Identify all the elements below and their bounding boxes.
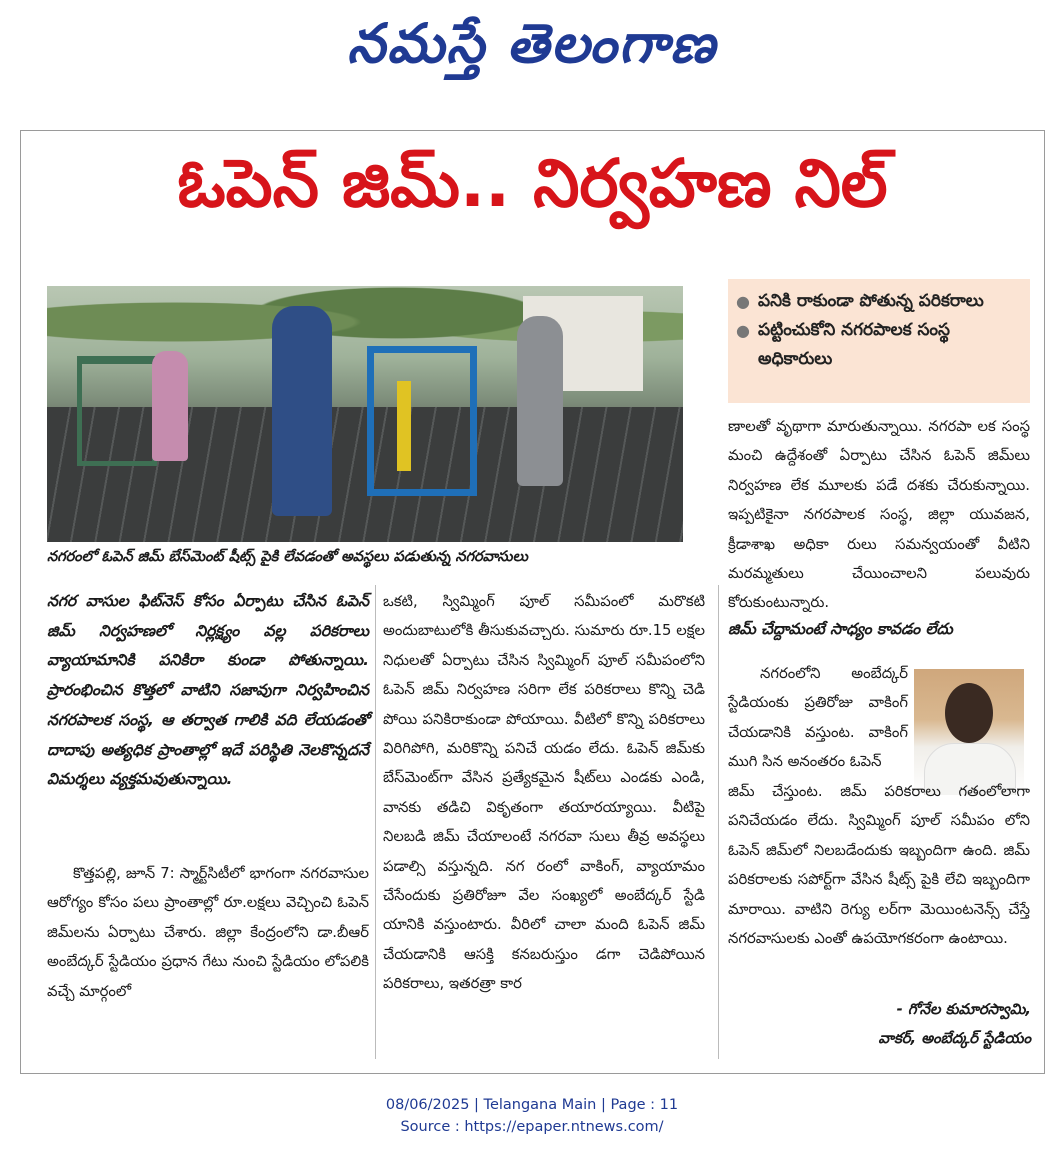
highlights-list <box>728 279 1030 374</box>
bullet-icon: ● <box>736 321 750 340</box>
photo-caption: నగరంలో ఓపెన్ జిమ్ బేస్‌మెంట్ షీట్స్ పైకి లేవడంతో అవస్థలు పడుతున్న నగరవాసులు <box>47 549 528 565</box>
photo-gym-equipment-yellow-bar <box>397 381 411 471</box>
quote-intro: నగరంలోని అంబేద్కర్ స్టేడియంకు ప్రతిరోజు వాకింగ్ చేయడానికి వస్తుంట. వాకింగ్ ముగి సిన అనంతరం ఓపెన్ <box>728 665 908 771</box>
photo-man-grey-shirt <box>517 316 563 486</box>
article-subhead: జిమ్ చేద్దామంటే సాధ్యం కావడం లేదు <box>728 620 953 638</box>
highlight-item: ● పనికి రాకుండా పోతున్న పరికరాలు <box>758 287 1020 316</box>
column1-body: కొత్తపల్లి, జూన్ 7: స్మార్ట్‌సిటీలో భాగంగా నగరవాసుల ఆరోగ్యం కోసం పలు ప్రాంతాల్లో రూ.లక్షలు వెచ్చించి ఓపెన్ జిమ్‌లను ఏర్పాటు చేశారు. జిల్లా కేంద్రంలోని డా.బీఆర్ అంబేద్కర్ స్టేడియం ప్రధాన గేటు నుంచి స్టేడియం లోపలికి వచ్చే మార్గంలో <box>47 865 369 1000</box>
photo-man-checked-shirt <box>272 306 332 516</box>
footer-edition-info: 08/06/2025 | Telangana Main | Page : 11 <box>385 1097 679 1113</box>
article-headline: ఓపెన్ జిమ్.. నిర్వహణ నిల్ <box>177 145 888 222</box>
page-footer <box>0 1094 1064 1138</box>
column-divider <box>375 585 376 1059</box>
portrait-face <box>945 683 993 743</box>
masthead <box>0 0 1064 100</box>
article-clipping <box>20 130 1045 1074</box>
highlights-box <box>728 279 1030 403</box>
footer-source-link[interactable]: Source : https://epaper.ntnews.com/ <box>400 1119 664 1135</box>
article-photo <box>47 286 683 542</box>
photo-gym-equipment-blue <box>367 346 477 496</box>
quote-body: జిమ్ చేస్తుంట. జిమ్ పరికరాలు గతంలోలాగా పనిచేయడం లేదు. స్విమ్మింగ్ పూల్ సమీపం లోని ఓపెన్ జిమ్‌లో నిలబడేందుకు ఇబ్బందిగా ఉంది. జిమ్ పరికరాలకు సపోర్ట్‌గా వేసిన షీట్స్ పైకి లేచి ఇబ్బందిగా మారాయి. వాటిని రెగ్యు లర్‌గా మెయింటనెన్స్ చేస్తే నగరవాసులకు ఎంతో ఉపయోగకరంగా ఉంటాయి. <box>728 783 1030 948</box>
newspaper-logo: నమస్తే తెలంగాణ <box>347 11 717 75</box>
photo-gym-equipment-left <box>77 356 157 466</box>
column3-body: ణాలతో వృథాగా మారుతున్నాయి. నగరపా లక సంస్థ మంచి ఉద్దేశంతో ఏర్పాటు చేసిన ఓపెన్ జిమ్‌లు నిర్వహణ లేక మూలకు పడే దశకు చేరుకున్నాయి. ఇప్పటికైనా నగరపాలక సంస్థ, జిల్లా యువజన, క్రీడాశాఖ అధికా రులు సమన్వయంతో వీటిని మరమ్మతులు చేయించాలని పలువురు కోరుకుంటున్నారు. <box>728 418 1030 612</box>
bullet-icon: ● <box>736 292 750 311</box>
photo-child <box>152 351 188 461</box>
quote-signature-role: వాకర్, అంబేద్కర్ స్టేడియం <box>878 1030 1031 1047</box>
quote-signature-name: - గోనేల కుమారస్వామి, <box>896 1001 1031 1018</box>
column2-body: ఒకటి, స్విమ్మింగ్ పూల్ సమీపంలో మరొకటి అందుబాటులోకి తీసుకువచ్చారు. సుమారు రూ.15 లక్షల నిధులతో ఏర్పాటు చేసిన స్విమ్మింగ్ పూల్ సమీపంలోని ఓపెన్ జిమ్ నిర్వహణ సరిగా లేక పరికరాలు కొన్ని చెడి పోయి పనికిరాకుండా పోయాయి. వీటిలో కొన్ని పరికరాలు విరిగిపోగి, మరికొన్ని పనిచే యడం లేదు. ఓపెన్ జిమ్‌కు బేస్‌మెంట్‌గా వేసిన ప్రత్యేకమైన షీట్‌లు ఎండకు ఎండి, వానకు తడిచి వికృతంగా తయారయ్యాయి. వీటిపై నిలబడి జిమ్ చేయాలంటే నగరవా సులు తీవ్ర అవస్థలు పడాల్సి వస్తున్నది. నగ రంలో వాకింగ్, వ్యాయామం చేసేందుకు ప్రతిరోజూ వేల సంఖ్యలో అంబేద్కర్ స్టేడి యానికి వస్తుంటారు. వీరిలో చాలా మంది ఓపెన్ జిమ్ చేయడానికి ఆసక్తి కనబరుస్తుం డగా చెడిపోయిన పరికరాలు, ఇతరత్రా కార <box>383 593 705 993</box>
column-divider <box>718 585 719 1059</box>
highlight-item: ● పట్టించుకోని నగరపాలక సంస్థ అధికారులు <box>758 316 1020 374</box>
article-lead: నగర వాసుల ఫిట్‌నెస్ కోసం ఏర్పాటు చేసిన ఓపెన్ జిమ్ నిర్వహణలో నిర్లక్ష్యం వల్ల పరికరాలు వ్యాయామానికి పనికిరా కుండా పోతున్నాయి. ప్రారంభించిన కొత్తలో వాటిని సజావుగా నిర్వహించిన నగరపాలక సంస్థ, ఆ తర్వాత గాలికి వది లేయడంతో దాదాపు అత్యధిక ప్రాంతాల్లో ఇదే పరిస్థితి నెలకొన్నదనే విమర్శలు వ్యక్తమవుతున్నాయి. <box>47 592 369 789</box>
